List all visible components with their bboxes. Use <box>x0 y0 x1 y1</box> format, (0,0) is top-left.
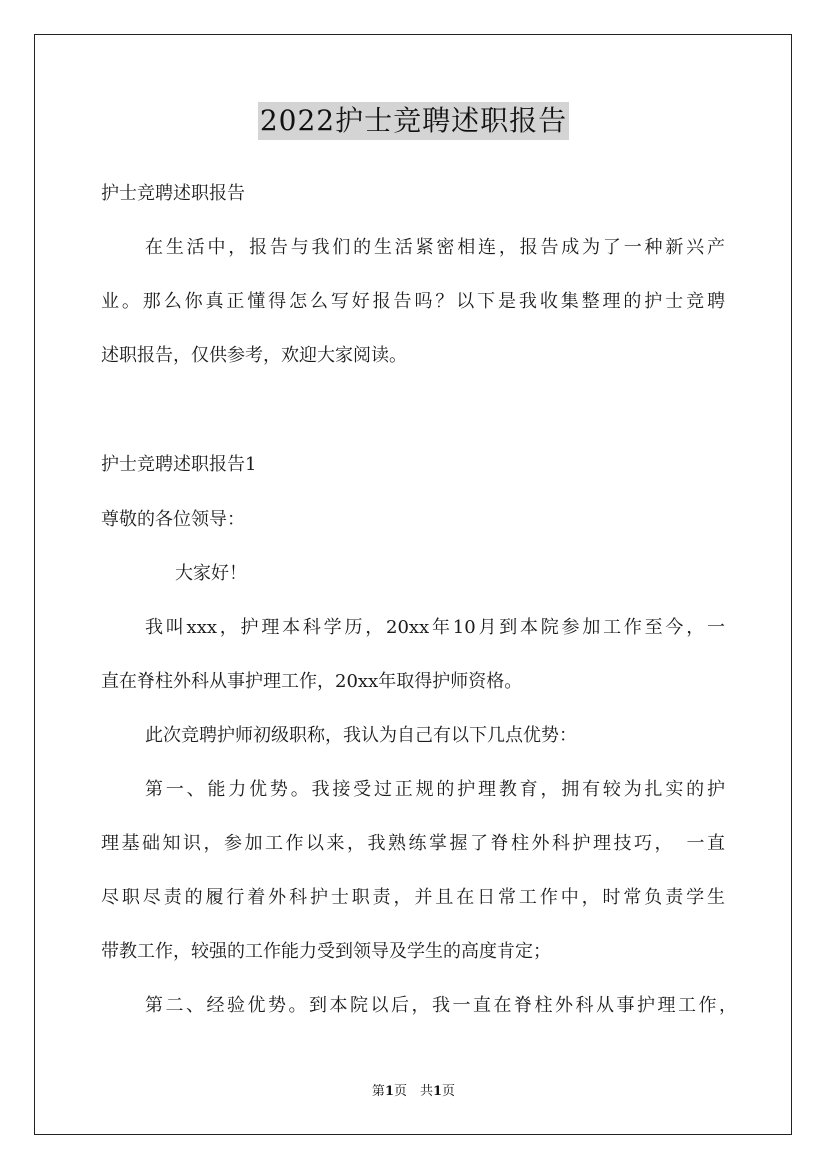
page-total: 1 <box>433 1084 443 1099</box>
section-heading: 护士竞聘述职报告 <box>101 183 245 204</box>
paragraph-line: 在生活中，报告与我们的生活紧密相连，报告成为了一种新兴产 <box>145 237 725 258</box>
paragraph-line: 述职报告，仅供参考，欢迎大家阅读。 <box>101 345 407 366</box>
paragraph-line: 直在脊柱外科从事护理工作，20xx年取得护师资格。 <box>101 671 523 692</box>
page-prefix: 第 <box>371 1084 385 1099</box>
page-footer <box>0 1083 827 1101</box>
paragraph-line: 理基础知识，参加工作以来，我熟练掌握了脊柱外科护理技巧， 一直 <box>101 833 725 854</box>
greeting: 大家好！ <box>175 563 247 584</box>
paragraph-line: 带教工作，较强的工作能力受到领导及学生的高度肯定； <box>101 941 551 962</box>
title-container <box>0 102 827 140</box>
page-suffix: 页 <box>442 1084 456 1099</box>
page-number: 1 <box>384 1084 394 1099</box>
page-mid: 页 共 <box>393 1084 433 1099</box>
paragraph-line: 第一、能力优势。我接受过正规的护理教育，拥有较为扎实的护 <box>145 779 725 800</box>
section-heading: 护士竞聘述职报告1 <box>101 454 257 475</box>
paragraph-line: 业。那么你真正懂得怎么写好报告吗？以下是我收集整理的护士竞聘 <box>101 291 725 312</box>
paragraph-line: 我叫xxx，护理本科学历，20xx年10月到本院参加工作至今，一 <box>145 617 725 638</box>
salutation: 尊敬的各位领导： <box>101 509 245 530</box>
paragraph-line: 尽职尽责的履行着外科护士职责，并且在日常工作中，时常负责学生 <box>101 887 725 908</box>
document-title: 2022护士竞聘述职报告 <box>258 102 569 140</box>
paragraph-line: 第二、经验优势。到本院以后，我一直在脊柱外科从事护理工作， <box>145 995 737 1016</box>
paragraph-line: 此次竞聘护师初级职称，我认为自己有以下几点优势： <box>145 725 577 746</box>
